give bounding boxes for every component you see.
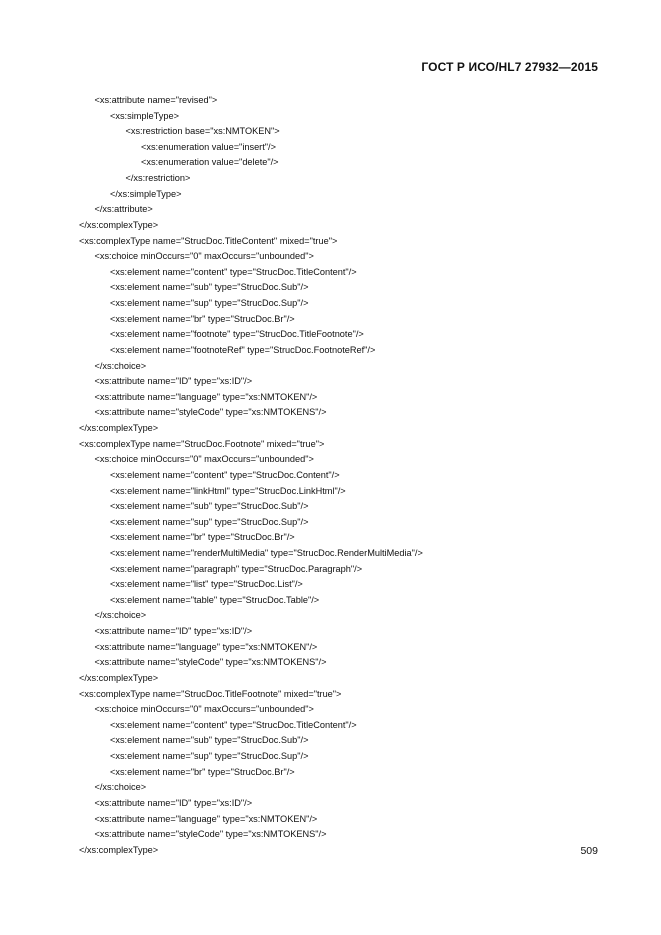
code-line: <xs:choice minOccurs="0" maxOccurs="unbounded"> xyxy=(94,454,314,465)
code-line: <xs:attribute name="language" type="xs:NMTOKEN"/> xyxy=(94,641,318,652)
code-line: </xs:attribute> xyxy=(94,204,153,215)
code-line: <xs:element name="sup" type="StrucDoc.Sup"/> xyxy=(110,298,309,309)
code-line: </xs:choice> xyxy=(94,782,147,793)
code-line: <xs:element name="footnoteRef" type="StrucDoc.FootnoteRef"/> xyxy=(110,344,376,355)
standard-title: ГОСТ Р ИСО/HL7 27932—2015 xyxy=(421,60,598,74)
code-line: <xs:attribute name="styleCode" type="xs:NMTOKENS"/> xyxy=(94,407,327,418)
code-line: <xs:complexType name="StrucDoc.TitleContent" mixed="true"> xyxy=(79,235,338,246)
code-line: </xs:restriction> xyxy=(125,173,191,184)
code-line: <xs:attribute name="language" type="xs:NMTOKEN"/> xyxy=(94,813,318,824)
code-line: </xs:complexType> xyxy=(79,219,159,230)
code-line: <xs:element name="sup" type="StrucDoc.Sup"/> xyxy=(110,516,309,527)
code-line: <xs:element name="content" type="StrucDoc.TitleContent"/> xyxy=(110,719,357,730)
code-line: </xs:complexType> xyxy=(79,672,159,683)
code-line: <xs:attribute name="styleCode" type="xs:NMTOKENS"/> xyxy=(94,657,327,668)
code-line: <xs:element name="sup" type="StrucDoc.Sup"/> xyxy=(110,751,309,762)
code-line: <xs:element name="linkHtml" type="StrucDoc.LinkHtml"/> xyxy=(110,485,346,496)
code-line: </xs:complexType> xyxy=(79,844,159,855)
code-line: <xs:attribute name="revised"> xyxy=(94,95,218,105)
code-line: </xs:complexType> xyxy=(79,423,159,434)
code-line: </xs:choice> xyxy=(94,360,147,371)
code-line: <xs:attribute name="ID" type="xs:ID"/> xyxy=(94,797,253,808)
code-line: <xs:element name="footnote" type="StrucDoc.TitleFootnote"/> xyxy=(110,329,364,340)
code-line: <xs:attribute name="ID" type="xs:ID"/> xyxy=(94,626,253,637)
code-line: <xs:enumeration value="insert"/> xyxy=(141,141,276,152)
code-line: <xs:element name="content" type="StrucDoc.TitleContent"/> xyxy=(110,266,357,277)
code-line: <xs:element name="sub" type="StrucDoc.Sub"/> xyxy=(110,501,309,512)
page-number: 509 xyxy=(580,845,598,857)
code-line: <xs:element name="sub" type="StrucDoc.Sub"/> xyxy=(110,282,309,293)
code-line: <xs:element name="br" type="StrucDoc.Br"/> xyxy=(110,766,295,777)
code-line: <xs:element name="paragraph" type="StrucDoc.Paragraph"/> xyxy=(110,563,363,574)
code-line: <xs:complexType name="StrucDoc.Footnote" mixed="true"> xyxy=(79,438,325,449)
code-line: <xs:complexType name="StrucDoc.TitleFootnote" mixed="true"> xyxy=(79,688,342,699)
code-line: <xs:element name="br" type="StrucDoc.Br"/> xyxy=(110,532,295,543)
code-line: <xs:attribute name="styleCode" type="xs:NMTOKENS"/> xyxy=(94,829,327,840)
code-line: <xs:attribute name="ID" type="xs:ID"/> xyxy=(94,376,253,387)
code-line: <xs:restriction base="xs:NMTOKEN"> xyxy=(125,126,280,137)
code-line: <xs:enumeration value="delete"/> xyxy=(141,157,279,168)
code-line: <xs:attribute name="language" type="xs:NMTOKEN"/> xyxy=(94,391,318,402)
code-line: <xs:choice minOccurs="0" maxOccurs="unbounded"> xyxy=(94,251,314,262)
code-line: <xs:element name="list" type="StrucDoc.List"/> xyxy=(110,579,303,590)
code-line: <xs:element name="sub" type="StrucDoc.Sub"/> xyxy=(110,735,309,746)
code-line: <xs:choice minOccurs="0" maxOccurs="unbounded"> xyxy=(94,704,314,715)
code-line: <xs:element name="content" type="StrucDoc.Content"/> xyxy=(110,469,340,480)
code-line: <xs:simpleType> xyxy=(110,110,179,121)
code-line: </xs:simpleType> xyxy=(110,188,182,199)
code-line: </xs:choice> xyxy=(94,610,147,621)
code-line: <xs:element name="table" type="StrucDoc.Table"/> xyxy=(110,594,320,605)
code-line: <xs:element name="br" type="StrucDoc.Br"/> xyxy=(110,313,295,324)
code-line: <xs:element name="renderMultiMedia" type="StrucDoc.RenderMultiMedia"/> xyxy=(110,547,423,558)
